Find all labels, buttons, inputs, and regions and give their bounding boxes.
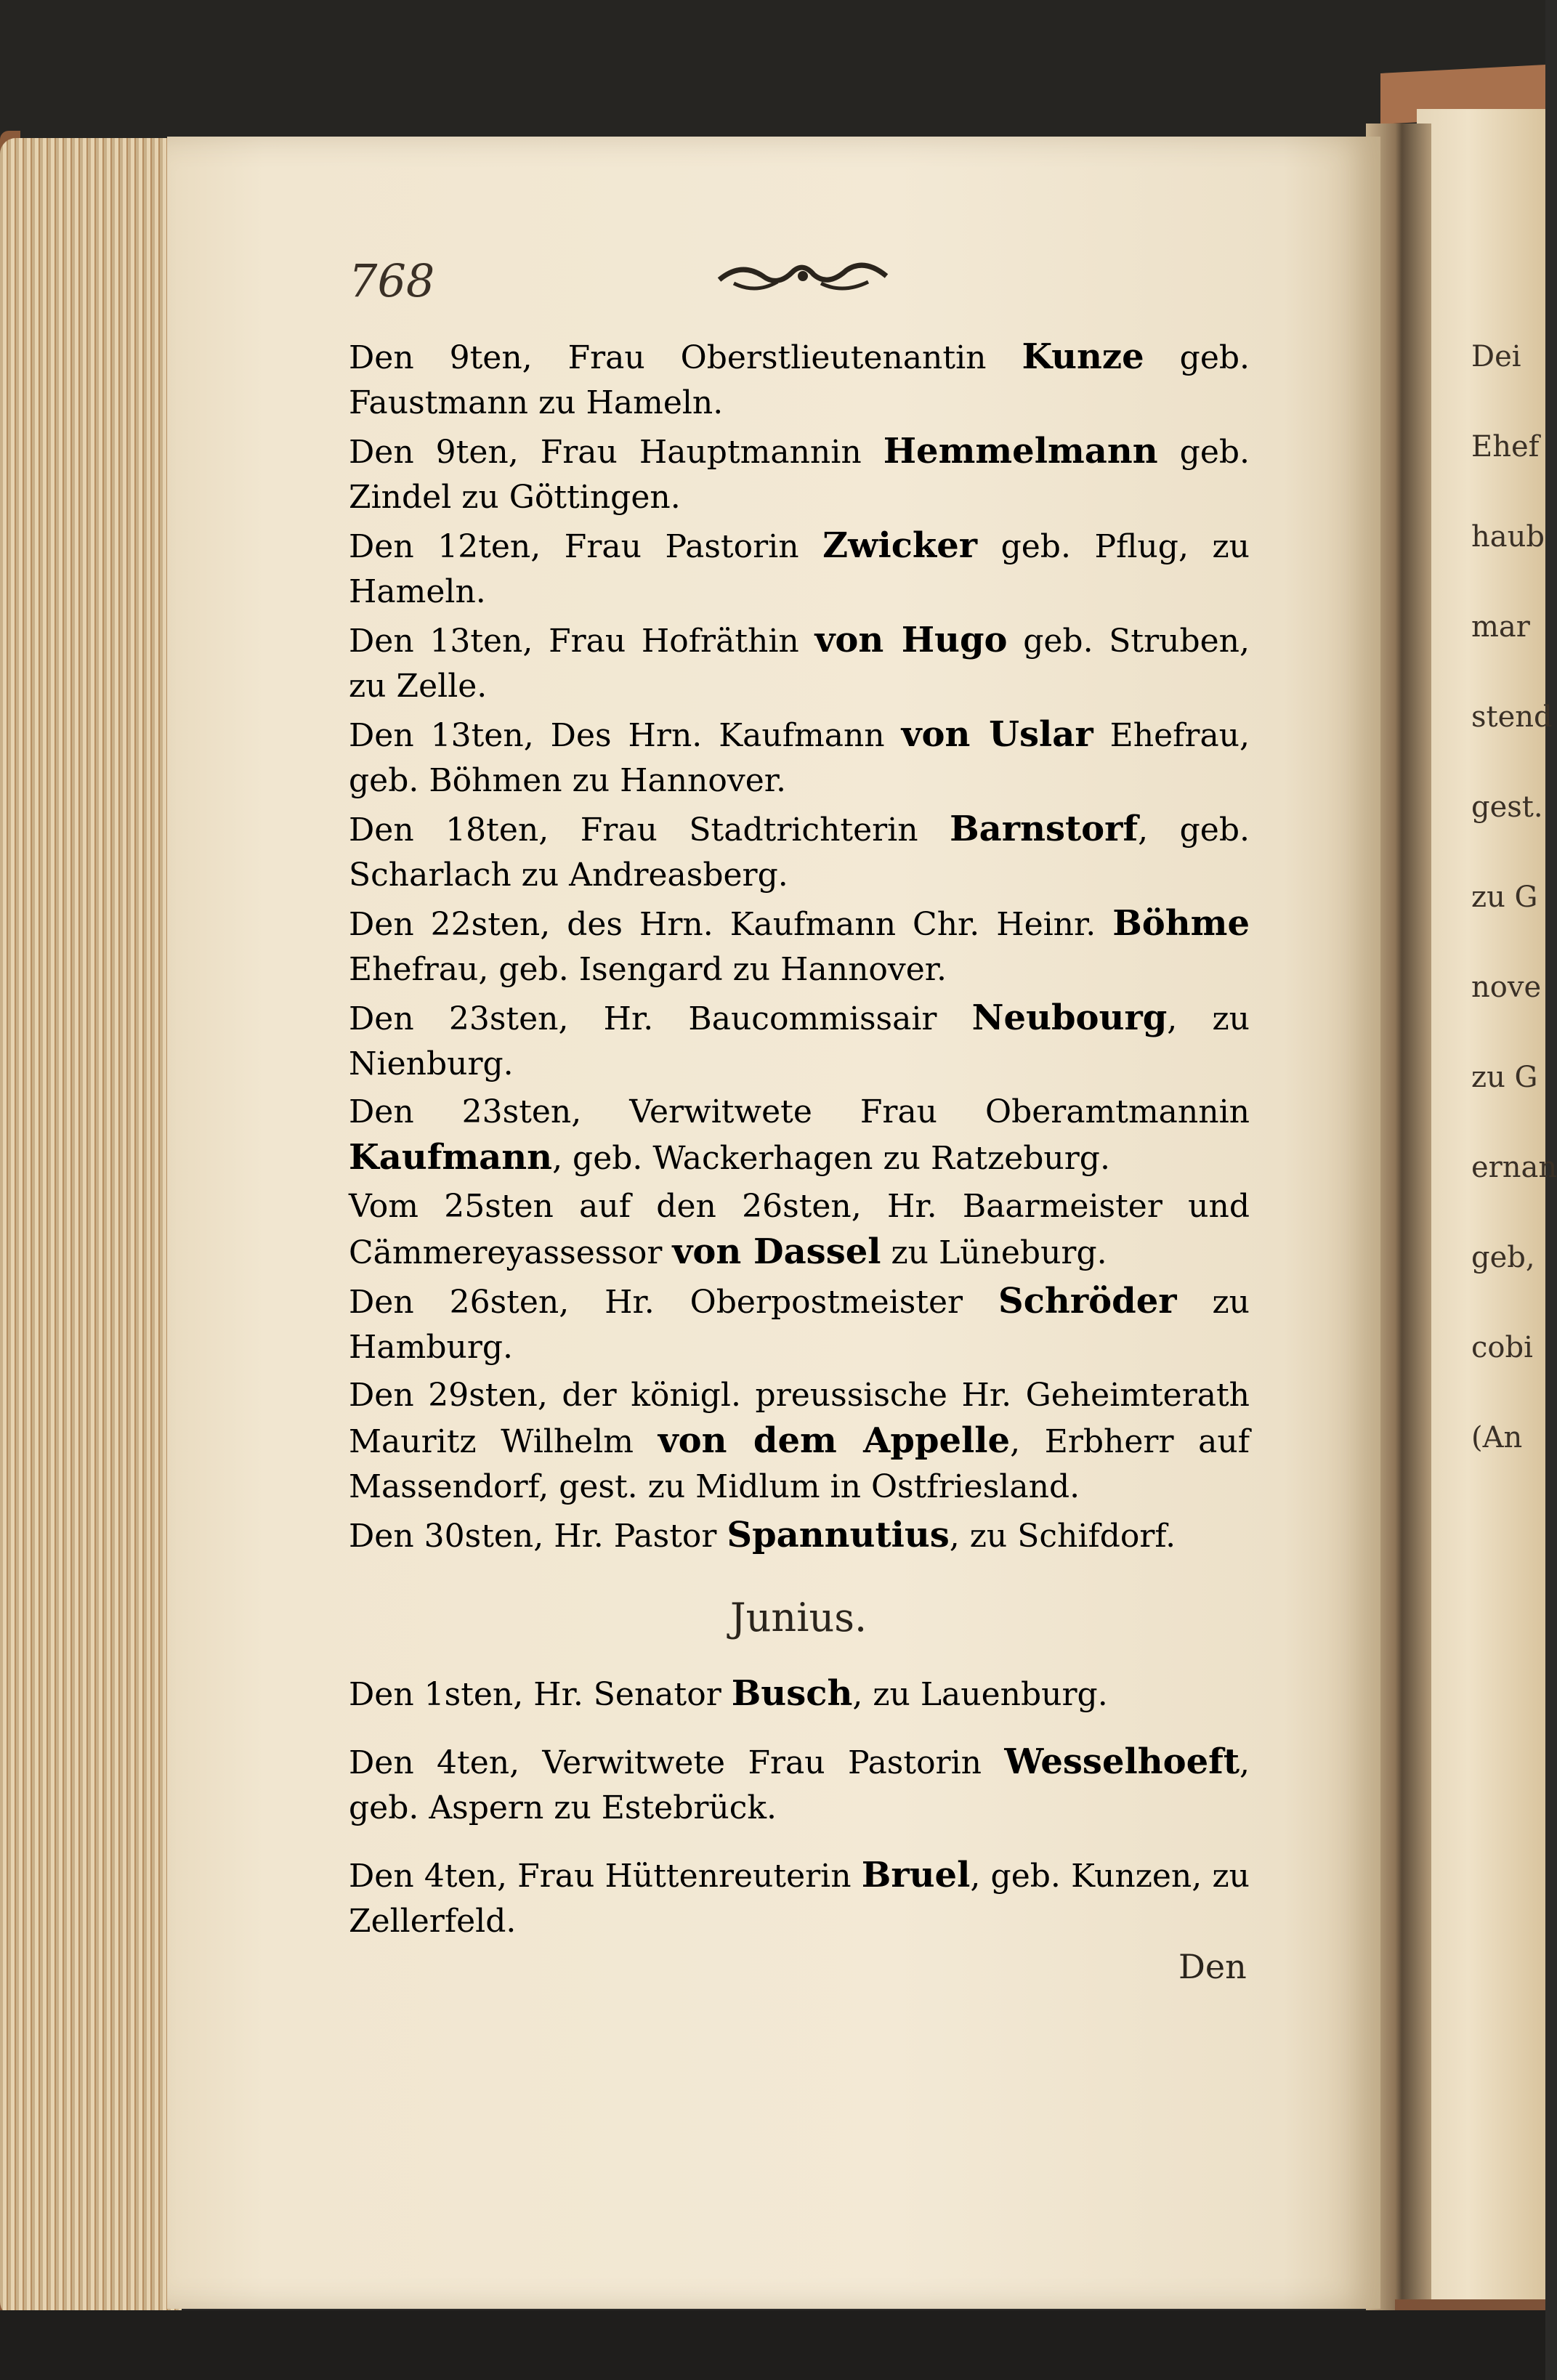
page-number: 768 bbox=[349, 254, 435, 307]
facing-page-fragments bbox=[1471, 334, 1557, 1505]
fragment: nove bbox=[1471, 971, 1542, 1004]
entry: Den 12ten, Frau Pastorin Zwicker geb. Pflug, zu Hameln. bbox=[349, 525, 1250, 610]
entry: Den 4ten, Verwitwete Frau Pastorin Wesselhoeft, geb. Aspern zu Estebrück. bbox=[349, 1741, 1250, 1826]
entry: Den 1sten, Hr. Senator Busch, zu Lauenburg. bbox=[349, 1673, 1108, 1714]
fragment: haub bbox=[1471, 520, 1545, 554]
fragment: (An bbox=[1471, 1421, 1523, 1454]
entry: Den 9ten, Frau Hauptmannin Hemmelmann geb. Zindel zu Göttingen. bbox=[349, 431, 1250, 516]
entry: Den 30sten, Hr. Pastor Spannutius, zu Schifdorf. bbox=[349, 1515, 1176, 1555]
entry: Den 9ten, Frau Oberstlieutenantin Kunze geb. Faustmann zu Hameln. bbox=[349, 336, 1250, 421]
entry: Den 29sten, der königl. preussische Hr. Geheimterath Mauritz Wilhelm von dem Appelle, Erbherr auf Massendorf, gest. zu Midlum in Ostfriesland. bbox=[349, 1377, 1250, 1505]
fragment: ernan bbox=[1471, 1151, 1557, 1184]
fragment: Dei bbox=[1471, 340, 1521, 373]
entry: Den 23sten, Hr. Baucommissair Neubourg, zu Nienburg. bbox=[349, 997, 1250, 1082]
entry: Den 18ten, Frau Stadtrichterin Barnstorf, geb. Scharlach zu Andreasberg. bbox=[349, 809, 1250, 894]
entry: Den 22sten, des Hrn. Kaufmann Chr. Heinr. Böhme Ehefrau, geb. Isengard zu Hannover. bbox=[349, 903, 1250, 988]
section-heading: Junius. bbox=[730, 1595, 868, 1640]
fragment: cobi bbox=[1471, 1331, 1533, 1364]
fragment: Ehef bbox=[1471, 430, 1540, 464]
fragment: mar bbox=[1471, 610, 1530, 644]
entry: Den 26sten, Hr. Oberpostmeister Schröder zu Hamburg. bbox=[349, 1281, 1250, 1366]
entry: Den 4ten, Frau Hüttenreuterin Bruel, geb. Kunzen, zu Zellerfeld. bbox=[349, 1855, 1250, 1940]
fragment: geb, bbox=[1471, 1241, 1535, 1274]
entry: Den 13ten, Des Hrn. Kaufmann von Uslar Ehefrau, geb. Böhmen zu Hannover. bbox=[349, 714, 1250, 799]
catchword: Den bbox=[1178, 1947, 1247, 1986]
fragment: zu G bbox=[1471, 881, 1538, 914]
fragment: gest. bbox=[1471, 790, 1543, 824]
entry: Vom 25sten auf den 26sten, Hr. Baarmeister und Cämmereyassessor von Dassel zu Lüneburg. bbox=[349, 1188, 1250, 1272]
backdrop bbox=[0, 0, 1545, 145]
backdrop-bottom bbox=[0, 2310, 1545, 2380]
death-entries bbox=[349, 334, 1250, 1562]
death-entries-junius bbox=[349, 1671, 1250, 1966]
entry: Den 13ten, Frau Hofräthin von Hugo geb. Struben, zu Zelle. bbox=[349, 620, 1250, 705]
ornament-icon bbox=[712, 254, 894, 298]
fragment: zu G bbox=[1471, 1061, 1538, 1094]
fragment: stend bbox=[1471, 700, 1553, 734]
page-edges bbox=[0, 138, 182, 2318]
entry: Den 23sten, Verwitwete Frau Oberamtmannin Kaufmann, geb. Wackerhagen zu Ratzeburg. bbox=[349, 1093, 1250, 1178]
